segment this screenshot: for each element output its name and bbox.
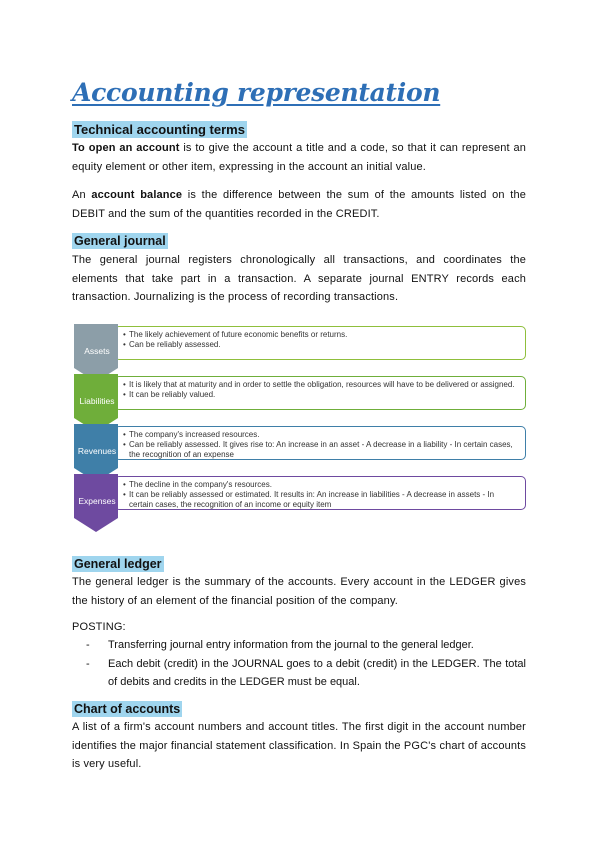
page-title: Accounting representation [72, 78, 441, 107]
account-balance-prefix: An [72, 189, 92, 201]
account-balance-text: is the difference between the sum of the amounts listed on the DEBIT and the sum of the quantities recorded in the CREDIT. [72, 189, 526, 220]
diagram-bullet: • The decline in the company's resources. [123, 480, 517, 490]
technical-terms-heading: Technical accounting terms [74, 122, 245, 137]
chart-of-accounts-paragraph: A list of a firm's account numbers and account titles. The first digit in the account number identifies the major financial statement classification. In Spain the PGC's chart of accounts is very useful. [72, 721, 526, 770]
diagram-label-liabilities: Liabilities [79, 396, 115, 406]
diagram-row-expenses [74, 474, 530, 512]
open-account-paragraph [72, 139, 526, 176]
diagram-label-assets: Assets [84, 346, 110, 356]
diagram-box-liabilities [114, 376, 526, 410]
list-item: - Each debit (credit) in the JOURNAL goes to a debit (credit) in the LEDGER. The total of debits and credits in the LEDGER must be equal. [86, 655, 526, 692]
diagram-bullet: • Can be reliably assessed. It gives rise to: An increase in an asset - A decrease in a liability - In certain cases, the recognition of an expense [123, 440, 517, 460]
posting-label: POSTING: [72, 621, 126, 633]
diagram-box-expenses [114, 476, 526, 510]
posting-list [86, 636, 526, 692]
diagram-bullet: • Can be reliably assessed. [123, 340, 517, 350]
diagram-bullet: • The company's increased resources. [123, 430, 517, 440]
general-ledger-paragraph: The general ledger is the summary of the accounts. Every account in the LEDGER gives the history of an element of the financial position of the company. [72, 576, 526, 607]
general-journal-heading: General journal [74, 234, 166, 248]
diagram-row-revenues [74, 424, 530, 462]
diagram-bullet: • It can be reliably valued. [123, 390, 517, 400]
account-balance-paragraph [72, 186, 526, 223]
diagram-box-revenues [114, 426, 526, 460]
general-ledger-heading: General ledger [74, 557, 162, 571]
diagram-bullet: • It can be reliably assessed or estimated. It results in: An increase in liabilities - A decrease in assets - In certain cases, the recognition of an income or equity item [123, 490, 517, 510]
account-balance-term: account balance [91, 189, 183, 201]
general-journal-paragraph: The general journal registers chronologically all transactions, and coordinates the elements that take part in a transaction. A separate journal ENTRY records each transaction. Journalizing is the process of recording transactions. [72, 254, 526, 303]
list-item: - Transferring journal entry information from the journal to the general ledger. [86, 636, 526, 655]
chart-of-accounts-heading: Chart of accounts [74, 702, 181, 716]
diagram-box-assets [114, 326, 526, 360]
open-account-text: is to give the account a title and a code, so that it can represent an equity element or other item, expressing in the account an initial value. [72, 142, 527, 173]
accounting-elements-diagram [74, 324, 530, 514]
diagram-bullet: • It is likely that at maturity and in order to settle the obligation, resources will have to be delivered or assigned. [123, 380, 517, 390]
diagram-label-expenses: Expenses [78, 496, 116, 506]
open-account-term: To open an account [72, 142, 180, 154]
diagram-row-assets [74, 324, 530, 362]
diagram-row-liabilities [74, 374, 530, 412]
diagram-label-revenues: Revenues [77, 446, 117, 456]
diagram-bullet: • The likely achievement of future economic benefits or returns. [123, 330, 517, 340]
